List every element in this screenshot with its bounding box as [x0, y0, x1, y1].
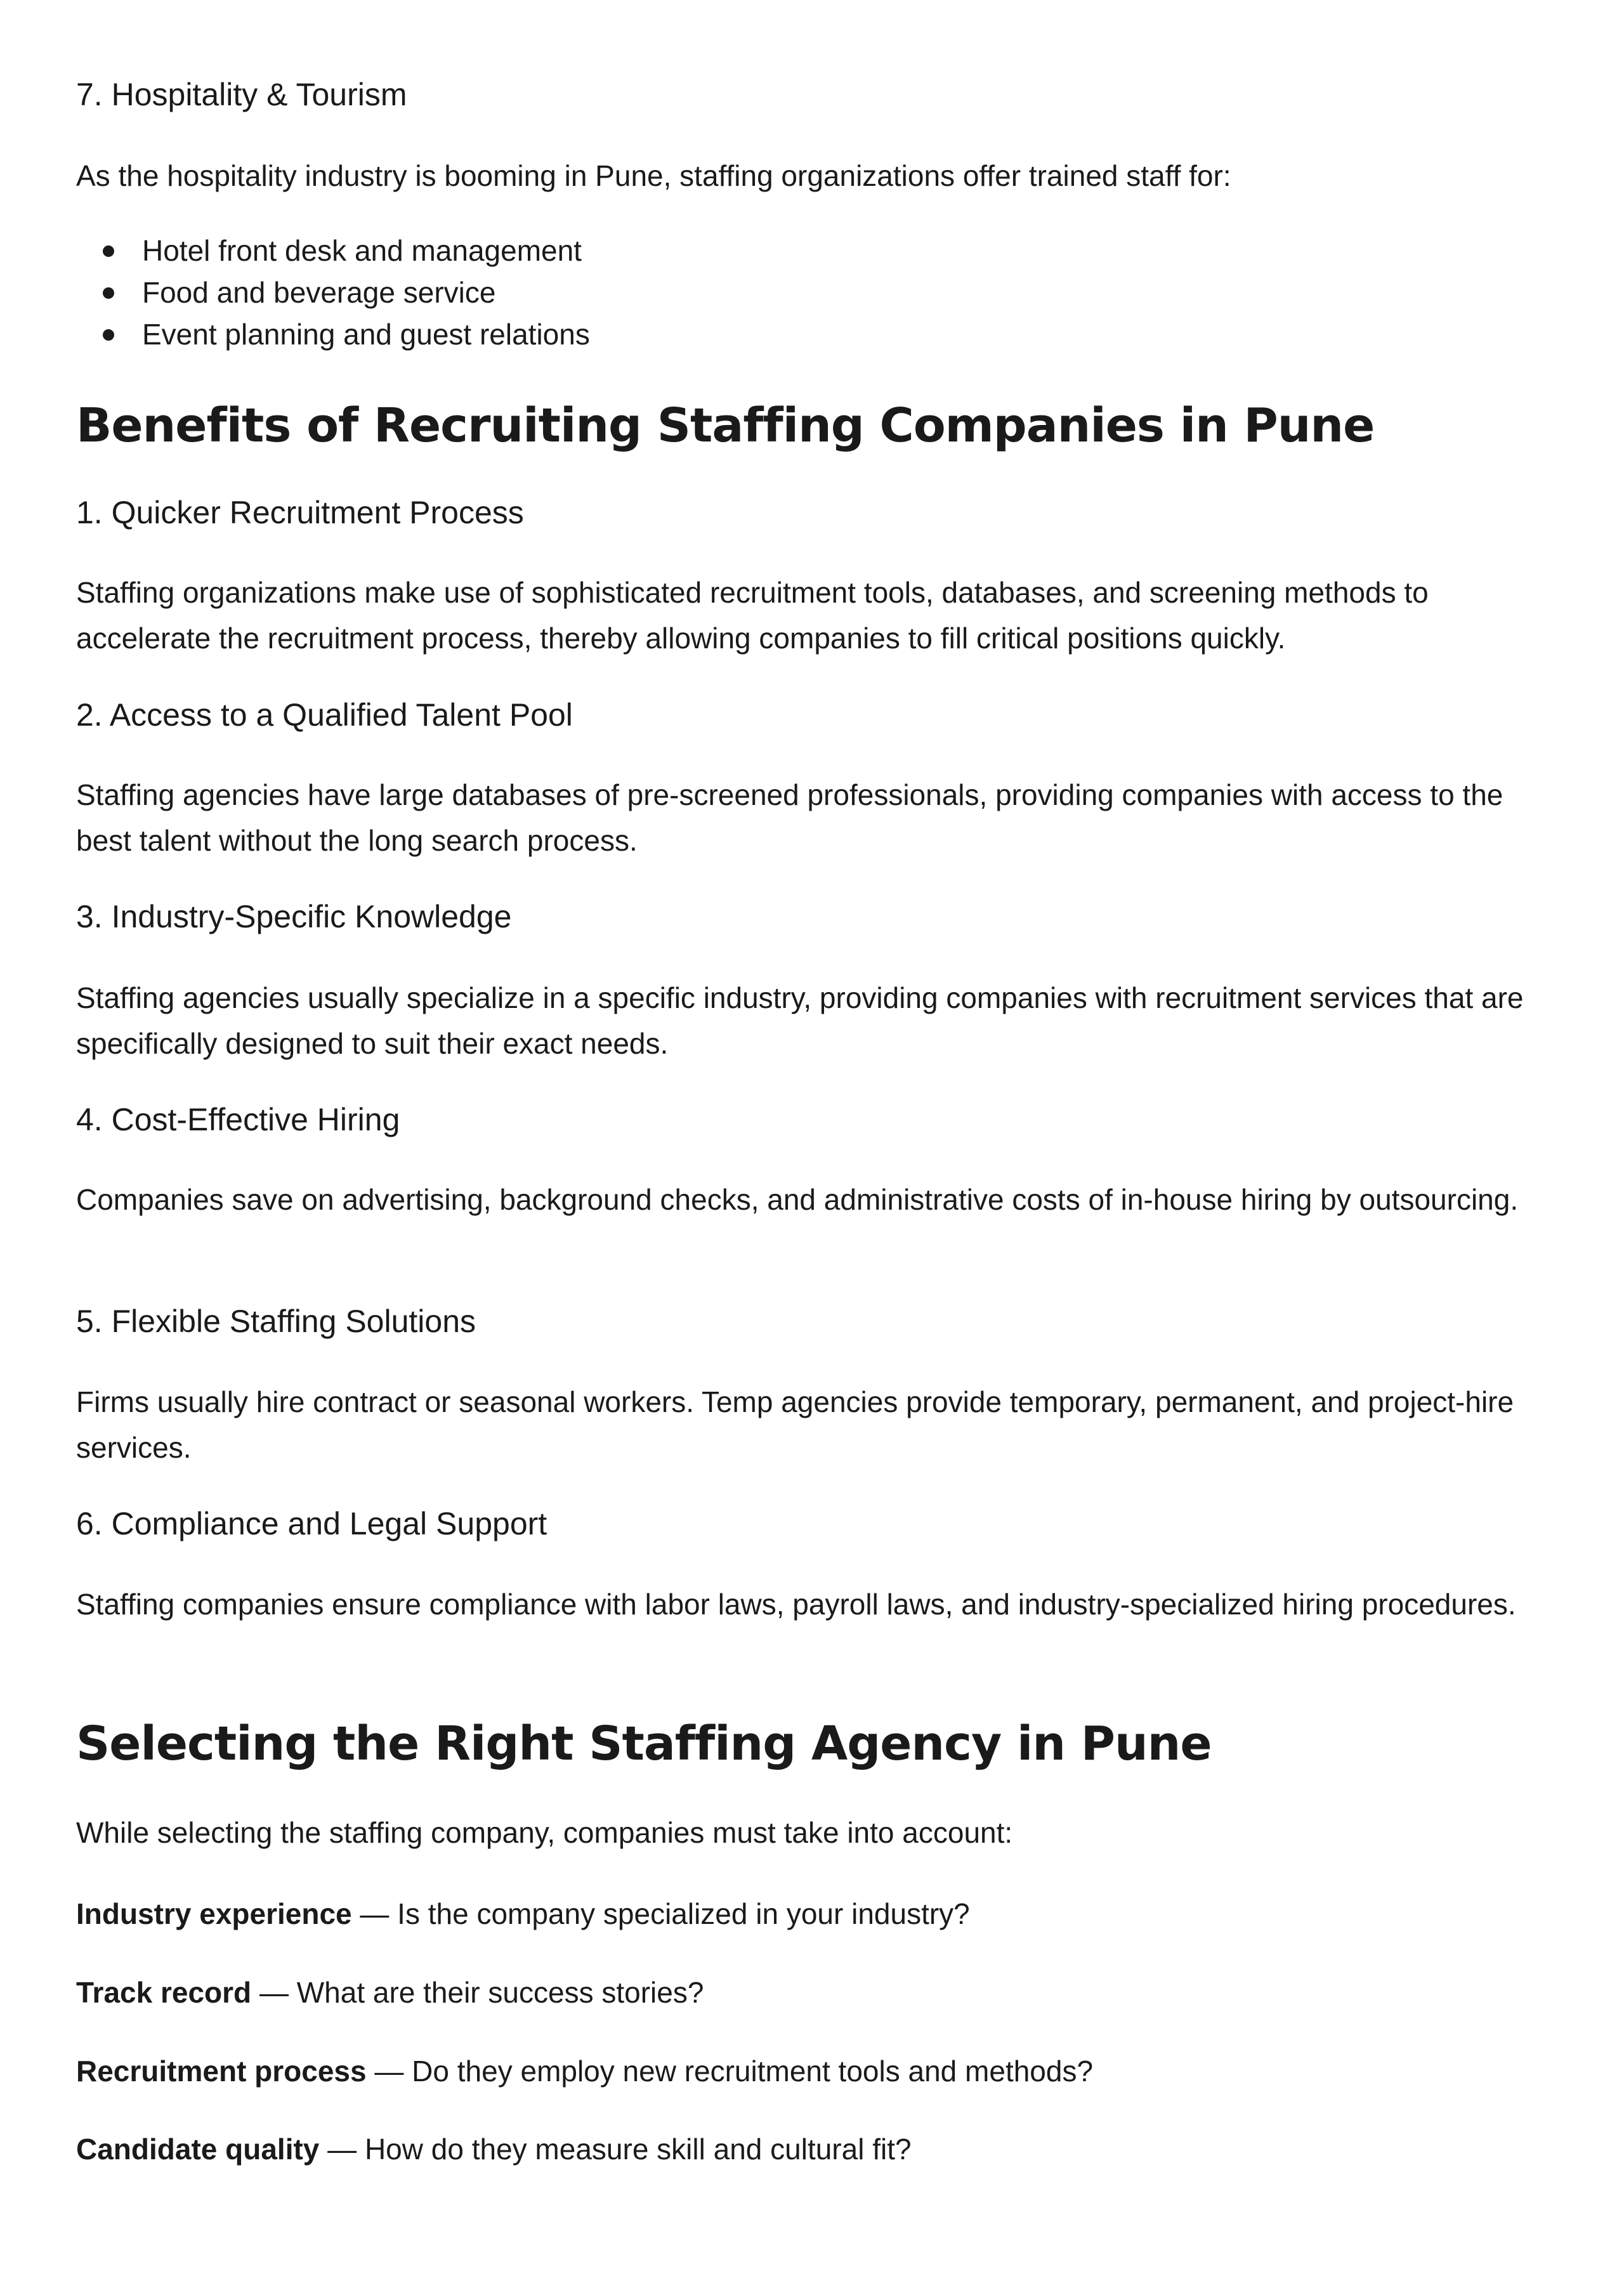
- hospitality-intro: As the hospitality industry is booming in Pune, staffing organizations offer trained staff for:: [76, 159, 1231, 192]
- benefit-title-4: 4. Cost-Effective Hiring: [76, 1102, 400, 1137]
- benefit-text-1: Staffing organizations make use of sophisticated recruitment tools, databases, and screening methods to accelerate the recruitment process, thereby allowing companies to fill critical positions quickly.: [76, 576, 1429, 655]
- benefit-title-6: 6. Compliance and Legal Support: [76, 1506, 547, 1541]
- benefit-text-2: Staffing agencies have large databases of pre-screened professionals, providing companies with access to the best talent without the long search process.: [76, 778, 1503, 857]
- benefit-title-1: 1. Quicker Recruitment Process: [76, 495, 524, 530]
- benefit-text-4: Companies save on advertising, background checks, and administrative costs of in-house hiring by outsourcing.: [76, 1183, 1519, 1216]
- benefit-title-5: 5. Flexible Staffing Solutions: [76, 1304, 476, 1339]
- bullet-icon: [103, 245, 114, 257]
- list-item: Hotel front desk and management: [76, 230, 590, 271]
- list-item: Food and beverage service: [76, 271, 590, 313]
- benefit-text-6: Staffing companies ensure compliance with labor laws, payroll laws, and industry-specialized hiring procedures.: [76, 1588, 1516, 1621]
- benefit-title-3: 3. Industry-Specific Knowledge: [76, 899, 512, 934]
- hospitality-bullet-list: [76, 230, 590, 355]
- selecting-intro: While selecting the staffing company, companies must take into account:: [76, 1816, 1013, 1849]
- benefit-text-5: Firms usually hire contract or seasonal workers. Temp agencies provide temporary, permanent, and project-hire services.: [76, 1385, 1514, 1464]
- bullet-icon: [103, 329, 114, 341]
- benefits-heading: Benefits of Recruiting Staffing Companies in Pune: [76, 398, 1375, 453]
- criterion-candidate-quality: Candidate quality — How do they measure skill and cultural fit?: [76, 2133, 912, 2166]
- bullet-icon: [103, 287, 114, 299]
- criterion-recruitment-process: Recruitment process — Do they employ new recruitment tools and methods?: [76, 2055, 1094, 2088]
- selecting-heading: Selecting the Right Staffing Agency in Pune: [76, 1716, 1212, 1771]
- benefit-title-2: 2. Access to a Qualified Talent Pool: [76, 697, 573, 733]
- benefit-text-3: Staffing agencies usually specialize in a specific industry, providing companies with recruitment services that are specifically designed to suit their exact needs.: [76, 981, 1524, 1060]
- list-item: Event planning and guest relations: [76, 313, 590, 355]
- criterion-track-record: Track record — What are their success stories?: [76, 1976, 704, 2009]
- section-title-hospitality: 7. Hospitality & Tourism: [76, 77, 407, 112]
- criterion-industry-experience: Industry experience — Is the company specialized in your industry?: [76, 1897, 970, 1930]
